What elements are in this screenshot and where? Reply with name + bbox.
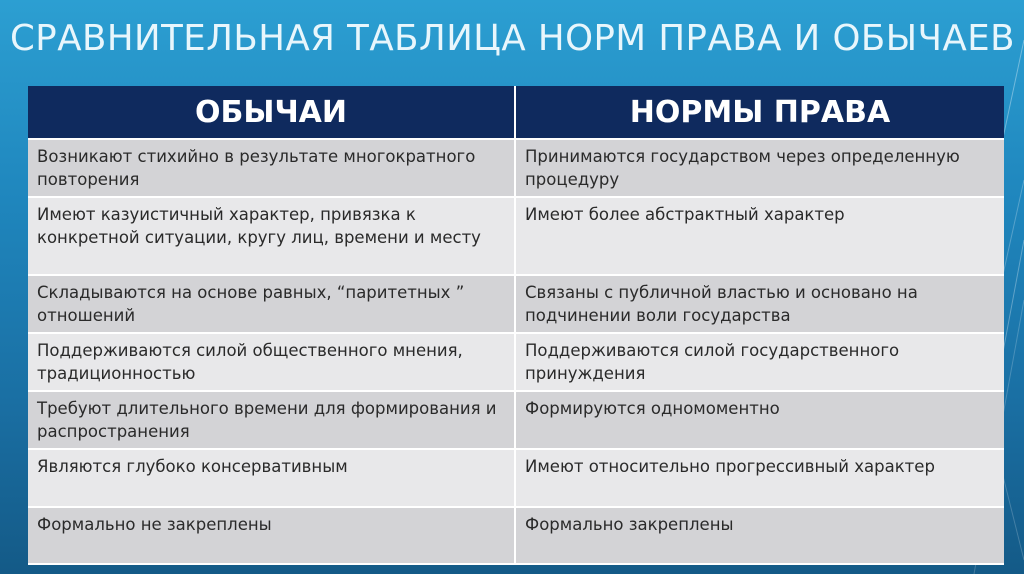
column-header-law-norms: НОРМЫ ПРАВА (515, 86, 1004, 139)
table-row (28, 507, 1004, 564)
cell-law-norms: Формируются одномоментно (515, 391, 1004, 449)
cell-customs: Формально не закреплены (28, 507, 515, 564)
cell-customs: Требуют длительного времени для формирования и распространения (28, 391, 515, 449)
slide-title: СРАВНИТЕЛЬНАЯ ТАБЛИЦА НОРМ ПРАВА И ОБЫЧАЕВ (10, 18, 1016, 59)
cell-law-norms: Поддерживаются силой государственного принуждения (515, 333, 1004, 391)
cell-law-norms: Принимаются государством через определенную процедуру (515, 139, 1004, 197)
cell-law-norms: Имеют относительно прогрессивный характер (515, 449, 1004, 507)
cell-customs: Поддерживаются силой общественного мнения, традиционностью (28, 333, 515, 391)
table-header-row (28, 86, 1004, 139)
table-row (28, 139, 1004, 197)
cell-customs: Имеют казуистичный характер, привязка к конкретной ситуации, кругу лиц, времени и месту (28, 197, 515, 275)
cell-customs: Складываются на основе равных, “паритетных ” отношений (28, 275, 515, 333)
table-row (28, 391, 1004, 449)
cell-customs: Возникают стихийно в результате многократного повторения (28, 139, 515, 197)
table-row (28, 197, 1004, 275)
cell-customs: Являются глубоко консервативным (28, 449, 515, 507)
table-row (28, 275, 1004, 333)
table-row (28, 449, 1004, 507)
cell-law-norms: Формально закреплены (515, 507, 1004, 564)
cell-law-norms: Связаны с публичной властью и основано на подчинении воли государства (515, 275, 1004, 333)
comparison-table (28, 86, 1004, 565)
cell-law-norms: Имеют более абстрактный характер (515, 197, 1004, 275)
table-row (28, 333, 1004, 391)
column-header-customs: ОБЫЧАИ (28, 86, 515, 139)
